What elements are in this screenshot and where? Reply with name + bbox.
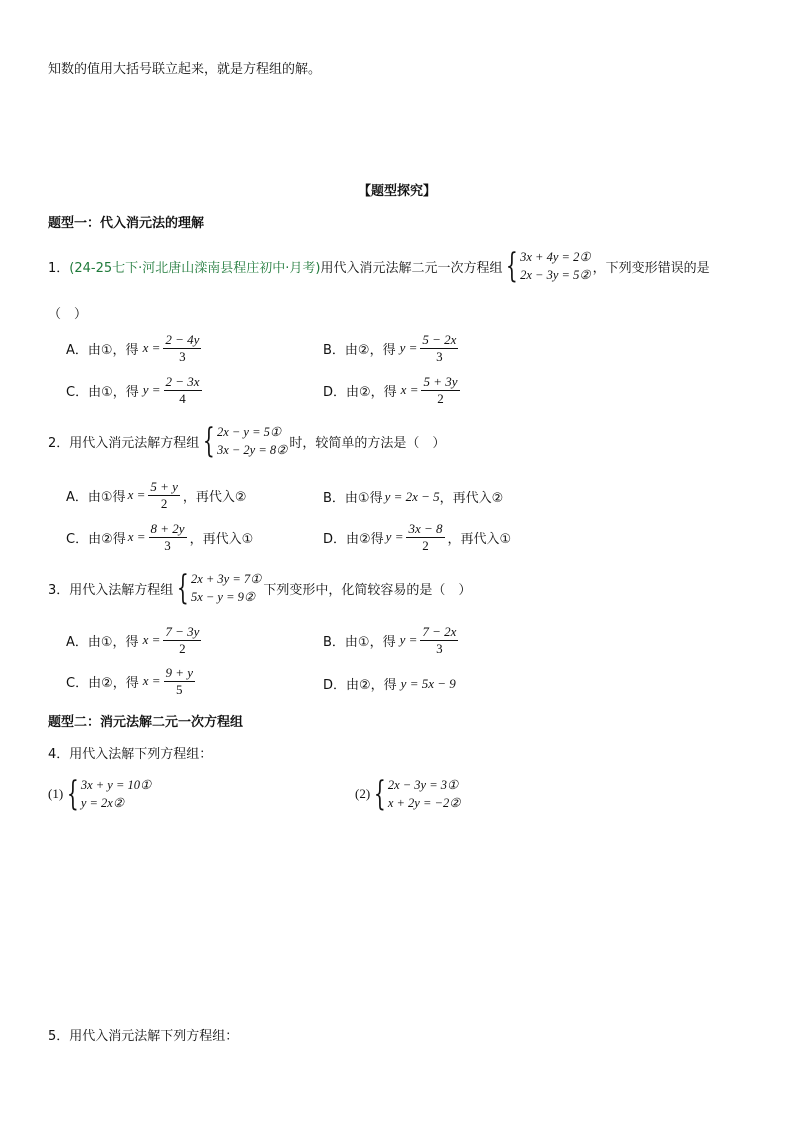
q1-option-c[interactable] <box>66 375 205 405</box>
brace-icon: { <box>203 421 216 461</box>
option-suffix: ，再代入② <box>182 489 247 505</box>
option-expr: y = 2x − 5 <box>384 488 440 504</box>
q3-option-d[interactable] <box>323 674 456 693</box>
option-lhs: y = <box>399 340 418 356</box>
q4-p1-system <box>65 776 151 812</box>
q2-option-a[interactable] <box>66 480 247 510</box>
q1-option-b[interactable] <box>323 333 461 363</box>
fraction: $\frac{7 - 2x}{3}$ <box>422 624 457 656</box>
fraction: $\frac{2 - 4y}{3}$ <box>165 332 200 364</box>
type1-heading: 题型一：代入消元法的理解 <box>48 216 205 231</box>
option-lhs: x = <box>142 340 161 356</box>
option-lhs: y = <box>142 382 161 398</box>
q1-number: 1． <box>48 260 70 276</box>
fraction: $\frac{7 - 3y}{2}$ <box>165 624 200 656</box>
q2-option-d[interactable] <box>323 522 511 552</box>
q4-stem: 4．用代入法解下列方程组： <box>48 747 213 762</box>
q4-part-1 <box>48 776 153 812</box>
q1-eq2: 2x − 3y = 5② <box>520 268 591 282</box>
q1-tail: ，下列变形错误的是 <box>592 260 710 276</box>
q4-p2-eq1: 2x − 3y = 3① <box>387 778 459 792</box>
q4-part-2 <box>355 776 462 812</box>
brace-icon: { <box>506 246 519 286</box>
q2-tail: 时，较简单的方法是（ ） <box>289 435 446 451</box>
fraction: $\frac{5 + 3y}{2}$ <box>423 374 458 406</box>
fraction: $\frac{5 + y}{2}$ <box>150 479 178 511</box>
q3-tail: 下列变形中，化简较容易的是（ ） <box>263 582 472 598</box>
option-lhs: y = <box>399 632 418 648</box>
option-suffix: ，再代入① <box>189 531 254 547</box>
q1-answer-paren: （ ） <box>48 307 88 322</box>
option-label: A．由①，得 <box>66 634 139 650</box>
option-lhs: x = <box>127 487 146 503</box>
option-label: A．由①得 <box>66 489 126 505</box>
brace-icon: { <box>374 774 386 814</box>
option-lhs: x = <box>142 673 161 689</box>
q3-eq2: 5x − y = 9② <box>190 590 256 604</box>
q1-source: (24-25七下·河北唐山滦南县程庄初中·月考) <box>69 260 321 276</box>
q1-option-a[interactable] <box>66 333 204 363</box>
option-label: A．由①，得 <box>66 342 139 358</box>
option-suffix: ，再代入① <box>447 531 512 547</box>
option-label: D．由②，得 <box>323 384 397 400</box>
q5-stem: 5．用代入消元法解下列方程组： <box>48 1029 239 1044</box>
option-label: B．由①，得 <box>323 634 396 650</box>
type2-heading: 题型二：消元法解二元一次方程组 <box>48 715 244 730</box>
fraction: $\frac{9 + y}{5}$ <box>165 665 194 697</box>
option-lhs: y = <box>385 529 404 545</box>
q4-p1-eq2: y = 2x② <box>80 796 125 810</box>
q3-number: 3． <box>48 582 70 598</box>
brace-icon: { <box>67 774 79 814</box>
section-heading: 【题型探究】 <box>357 184 436 199</box>
q2-number: 2． <box>48 435 70 451</box>
q3-option-b[interactable] <box>323 625 461 655</box>
fraction: $\frac{2 - 3x}{4}$ <box>165 374 200 406</box>
question-3 <box>48 570 471 606</box>
option-label: C．由①，得 <box>66 384 139 400</box>
option-lhs: x = <box>127 529 146 545</box>
option-label: D．由②得 <box>323 531 384 547</box>
q3-system <box>175 570 261 606</box>
option-label: B．由①得 <box>323 491 383 506</box>
q1-option-d[interactable] <box>323 375 463 405</box>
intro-line: 知数的值用大括号联立起来，就是方程组的解。 <box>48 62 322 77</box>
q2-option-c[interactable] <box>66 522 253 552</box>
question-1 <box>48 248 710 284</box>
option-lhs: x = <box>142 632 161 648</box>
q2-stem: 用代入消元法解方程组 <box>69 435 200 451</box>
q4-p2-eq2: x + 2y = −2② <box>387 796 461 810</box>
fraction: $\frac{5 - 2x}{3}$ <box>422 332 457 364</box>
brace-icon: { <box>177 568 190 608</box>
part-label: (1) <box>48 786 64 801</box>
q2-eq1: 2x − y = 5① <box>216 425 282 439</box>
question-2 <box>48 423 445 459</box>
q3-eq1: 2x + 3y = 7① <box>190 572 262 586</box>
q4-p1-eq1: 3x + y = 10① <box>80 778 152 792</box>
q2-eq2: 3x − 2y = 8② <box>216 443 288 457</box>
q1-stem: 用代入消元法解二元一次方程组 <box>320 260 503 276</box>
part-label: (2) <box>355 786 371 801</box>
q4-p2-system <box>372 776 460 812</box>
q3-stem: 用代入法解方程组 <box>69 582 174 598</box>
q3-option-c[interactable] <box>66 666 198 696</box>
option-label: C．由②，得 <box>66 675 139 691</box>
q1-system <box>504 248 590 284</box>
option-label: B．由②，得 <box>323 342 396 358</box>
q2-option-b[interactable] <box>323 487 503 506</box>
q3-option-a[interactable] <box>66 625 204 655</box>
option-label: D．由②，得 <box>323 678 397 693</box>
q1-eq1: 3x + 4y = 2① <box>520 250 591 264</box>
option-lhs: x = <box>400 382 419 398</box>
option-expr: y = 5x − 9 <box>400 675 456 691</box>
option-label: C．由②得 <box>66 531 126 547</box>
fraction: $\frac{3x - 8}{2}$ <box>408 521 443 553</box>
fraction: $\frac{8 + 2y}{3}$ <box>150 521 185 553</box>
option-suffix: ，再代入② <box>439 491 504 506</box>
q2-system <box>201 423 287 459</box>
